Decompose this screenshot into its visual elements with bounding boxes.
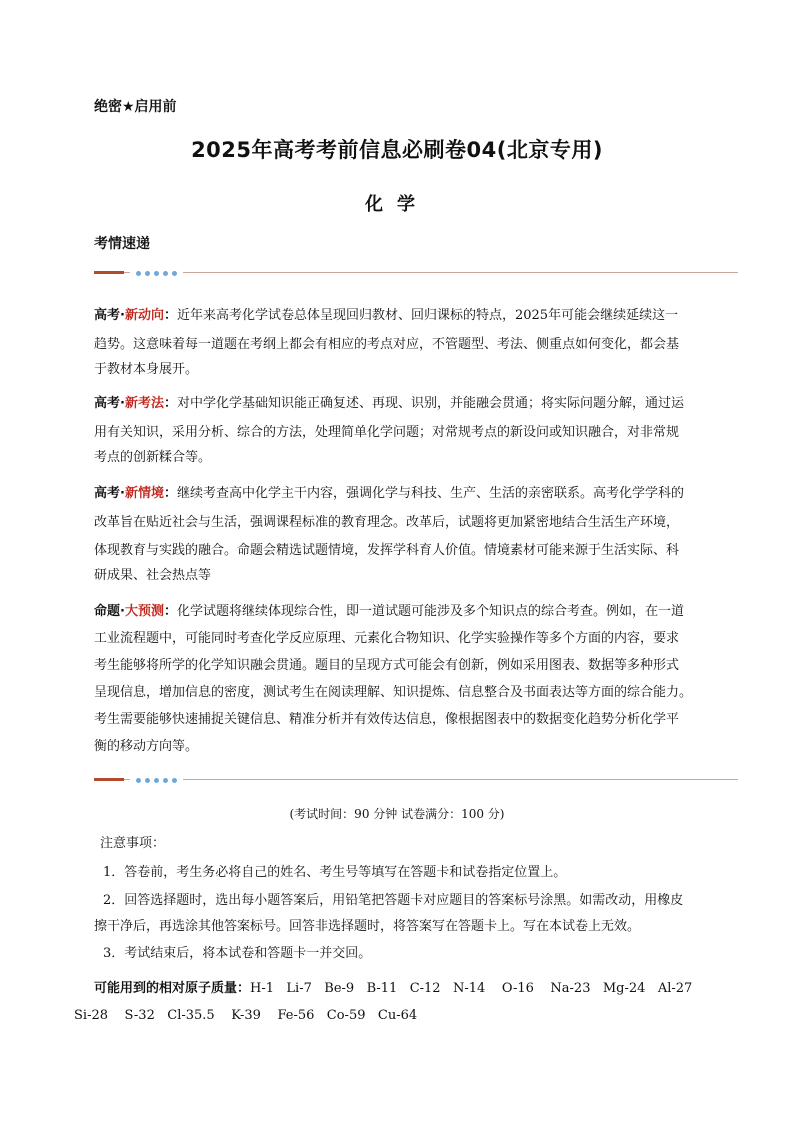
note-item-3: 3．考试结束后，将本试卷和答题卡一并交回。 [103, 946, 372, 961]
confidential-mark: 绝密★启用前 [94, 99, 177, 115]
divider-dots [130, 774, 183, 786]
paragraph-line: 呈现信息，增加信息的密度，测试考生在阅读理解、知识提炼、信息整合及书面表达等方面的综合能力。 [94, 685, 693, 700]
paragraph-line: 工业流程题中，可能同时考查化学反应原理、元素化合物知识、化学实验操作等多个方面的内容，要求 [94, 631, 680, 646]
paragraph-label-red: 新考法 [124, 396, 164, 411]
paragraph-text: 继续考查高中化学主干内容，强调化学与科技、生产、生活的亲密联系。高考化学学科的 [176, 486, 684, 501]
note-item-2-line-1: 2．回答选择题时，选出每小题答案后，用铅笔把答题卡对应题目的答案标号涂黑。如需改动，用橡皮 [103, 893, 684, 908]
atomic-masses-label: 可能用到的相对原子质量： [94, 981, 251, 996]
divider-line [94, 779, 738, 780]
paragraph-line: 考生能够将所学的化学知识融会贯通。题目的呈现方式可能会有创新，例如采用图表、数据等多种形式 [94, 658, 680, 673]
paragraph-label-red: 大预测 [124, 604, 164, 619]
paragraph-line [94, 598, 738, 625]
notes-heading: 注意事项： [100, 836, 166, 851]
paragraph-line: 研成果、社会热点等 [94, 568, 212, 583]
atomic-masses-values: H-1 Li-7 Be-9 B-11 C-12 N-14 O-16 Na-23 Mg-24 Al-27 [250, 981, 693, 996]
paragraph-label-red: 新动向 [124, 308, 164, 323]
paragraph-label-sep: ： [163, 486, 177, 501]
divider-line [94, 272, 738, 273]
paragraph-line [94, 301, 738, 331]
paragraph-label-key: 高考· [94, 396, 125, 411]
top-divider [94, 267, 738, 279]
paragraph-new-method [94, 389, 738, 469]
paragraph-label-sep: ： [163, 396, 177, 411]
dot-icon [154, 778, 159, 783]
paragraph-line: 考生需要能够快速捕捉关键信息、精准分析并有效传达信息，像根据图表中的数据变化趋势分析化学平 [94, 712, 680, 727]
dot-icon [163, 271, 168, 276]
paragraph-line [94, 479, 738, 509]
paragraph-new-trend [94, 301, 738, 381]
divider-dots [130, 267, 183, 279]
page-title: 2025年高考考前信息必刷卷04(北京专用) [191, 138, 603, 162]
divider-accent-bar [94, 271, 124, 274]
dot-icon [154, 271, 159, 276]
paragraph-label-key: 命题· [94, 604, 125, 619]
dot-icon [172, 778, 177, 783]
bottom-divider [94, 774, 738, 786]
dot-icon [145, 778, 150, 783]
atomic-masses-line-2: Si-28 S-32 Cl-35.5 K-39 Fe-56 Co-59 Cu-64 [74, 1008, 418, 1023]
paragraph-line: 于教材本身展开。 [94, 362, 199, 377]
paragraph-label-sep: ： [163, 308, 177, 323]
paragraph-prediction [94, 598, 738, 760]
dot-icon [136, 271, 141, 276]
paragraph-new-context [94, 479, 738, 588]
paragraph-line [94, 389, 738, 419]
atomic-masses-line-1 [94, 977, 692, 996]
dot-icon [145, 271, 150, 276]
section-heading: 考情速递 [94, 236, 150, 252]
dot-icon [172, 271, 177, 276]
note-item-2-line-2: 擦干净后，再选涂其他答案标号。回答非选择题时，将答案写在答题卡上。写在本试卷上无效。 [94, 919, 641, 934]
paragraph-label-key: 高考· [94, 308, 125, 323]
paragraph-line: 考点的创新糅合等。 [94, 450, 212, 465]
exam-time-score: (考试时间：90 分钟 试卷满分：100 分) [289, 807, 505, 821]
paragraph-line: 趋势。这意味着每一道题在考纲上都会有相应的考点对应，不管题型、考法、侧重点如何变化，都会基 [94, 337, 680, 352]
subject-title: 化学 [365, 194, 429, 215]
paragraph-line: 改革旨在贴近社会与生活，强调课程标准的教育理念。改革后，试题将更加紧密地结合生活生产环境， [94, 515, 680, 530]
dot-icon [136, 778, 141, 783]
note-item-1: 1．答卷前，考生务必将自己的姓名、考生号等填写在答题卡和试卷指定位置上。 [103, 865, 567, 880]
divider-accent-bar [94, 778, 124, 781]
paragraph-label-sep: ： [163, 604, 177, 619]
paragraph-label-red: 新情境 [124, 486, 164, 501]
paragraph-text: 对中学化学基础知识能正确复述、再现、识别，并能融会贯通；将实际问题分解，通过运 [176, 396, 684, 411]
paragraph-text: 化学试题将继续体现综合性，即一道试题可能涉及多个知识点的综合考查。例如，在一道 [176, 604, 684, 619]
paragraph-label-key: 高考· [94, 486, 125, 501]
dot-icon [163, 778, 168, 783]
paragraph-text: 近年来高考化学试卷总体呈现回归教材、回归课标的特点，2025年可能会继续延续这一 [176, 308, 679, 323]
paragraph-line: 体现教育与实践的融合。命题会精选试题情境，发挥学科育人价值。情境素材可能来源于生活实际、科 [94, 543, 680, 558]
paragraph-line: 衡的移动方向等。 [94, 739, 199, 754]
paragraph-line: 用有关知识，采用分析、综合的方法，处理简单化学问题；对常规考点的新设问或知识融合，对非常规 [94, 425, 680, 440]
